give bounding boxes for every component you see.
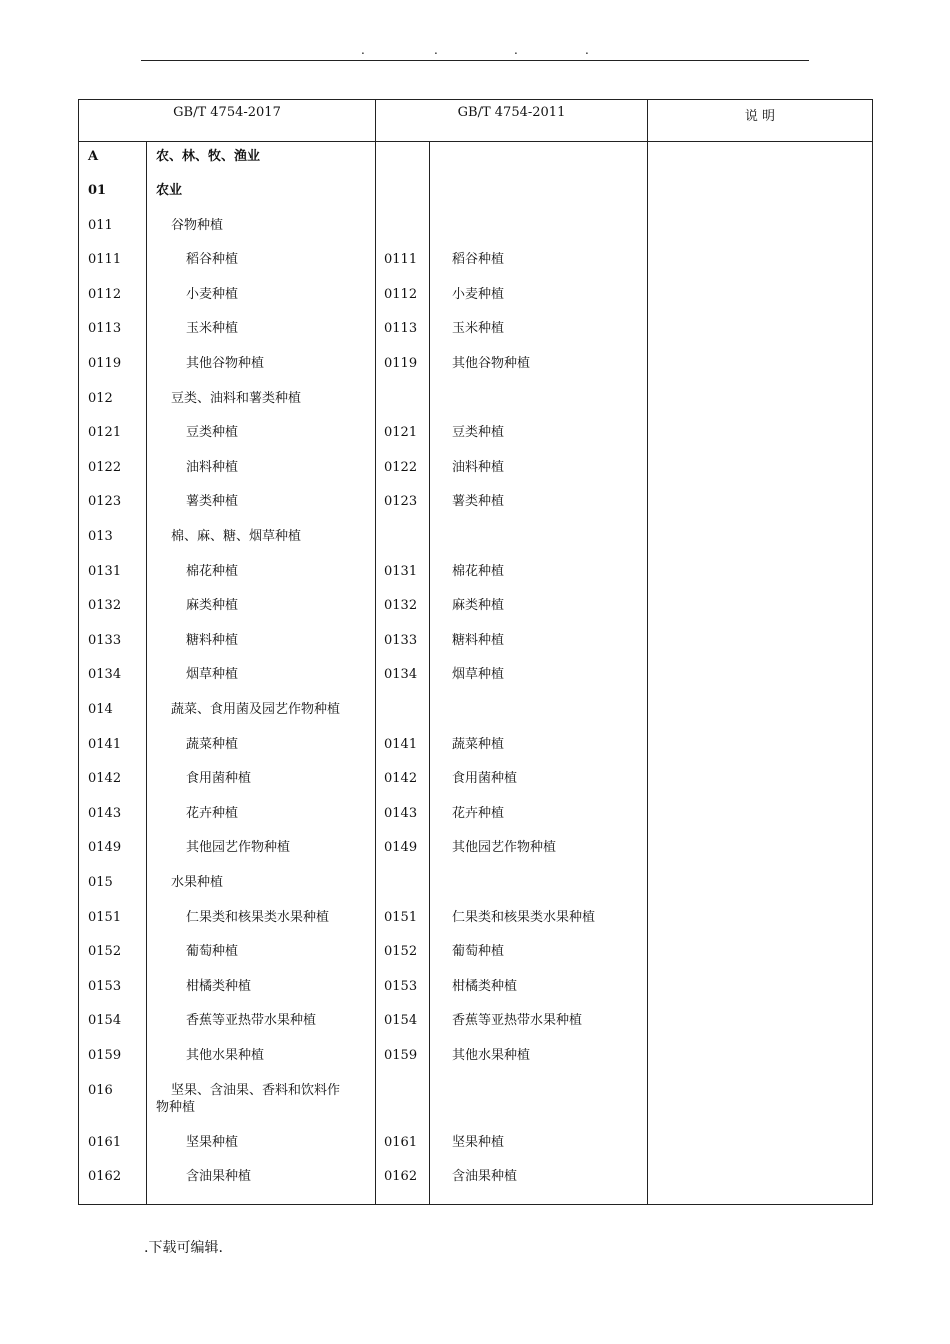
- header-dot: .: [434, 43, 438, 57]
- note-cell: [648, 280, 873, 315]
- code-2017: 014: [79, 695, 147, 730]
- table-row: [79, 660, 873, 695]
- table-row: [79, 245, 873, 280]
- table-row: [79, 1006, 873, 1041]
- name-2011: 坚果种植: [430, 1128, 648, 1163]
- code-2011: 0113: [376, 314, 430, 349]
- code-2017: 016: [79, 1076, 147, 1128]
- name-2011: 含油果种植: [430, 1162, 648, 1204]
- name-2011: 稻谷种植: [430, 245, 648, 280]
- note-cell: [648, 487, 873, 522]
- name-2011: 其他谷物种植: [430, 349, 648, 384]
- name-2011: 食用菌种植: [430, 764, 648, 799]
- code-2017: 0143: [79, 799, 147, 834]
- code-2011: 0133: [376, 626, 430, 661]
- code-2011: [376, 142, 430, 177]
- name-2017: 含油果种植: [147, 1162, 376, 1204]
- name-2017: 烟草种植: [147, 660, 376, 695]
- name-2017: 食用菌种植: [147, 764, 376, 799]
- code-2017: 0113: [79, 314, 147, 349]
- note-cell: [648, 176, 873, 211]
- header-gbt-2011: GB/T 4754-2011: [376, 100, 648, 142]
- name-2017: 香蕉等亚热带水果种植: [147, 1006, 376, 1041]
- name-2017: 其他园艺作物种植: [147, 833, 376, 868]
- code-2017: 0161: [79, 1128, 147, 1163]
- note-cell: [648, 833, 873, 868]
- table-row: [79, 522, 873, 557]
- name-2017: 豆类、油料和薯类种植: [147, 384, 376, 419]
- code-2011: 0121: [376, 418, 430, 453]
- code-2017: 0112: [79, 280, 147, 315]
- note-cell: [648, 695, 873, 730]
- note-cell: [648, 142, 873, 177]
- code-2011: [376, 868, 430, 903]
- name-2011: 豆类种植: [430, 418, 648, 453]
- note-cell: [648, 1076, 873, 1128]
- name-2017: 稻谷种植: [147, 245, 376, 280]
- code-2011: 0149: [376, 833, 430, 868]
- name-2017: 棉、麻、糖、烟草种植: [147, 522, 376, 557]
- code-2011: 0131: [376, 557, 430, 592]
- table-row: [79, 1041, 873, 1076]
- code-2011: [376, 1076, 430, 1128]
- name-2011: [430, 211, 648, 246]
- table-row: [79, 591, 873, 626]
- code-2011: 0123: [376, 487, 430, 522]
- table-row: [79, 972, 873, 1007]
- header-dot: .: [361, 43, 365, 57]
- name-2017: 坚果、含油果、香料和饮料作 物种植: [147, 1076, 376, 1128]
- name-2011: 棉花种植: [430, 557, 648, 592]
- note-cell: [648, 764, 873, 799]
- note-cell: [648, 384, 873, 419]
- code-2011: 0152: [376, 937, 430, 972]
- name-2011: 仁果类和核果类水果种植: [430, 903, 648, 938]
- code-2017: 0123: [79, 487, 147, 522]
- code-2017: 0154: [79, 1006, 147, 1041]
- code-2017: 0141: [79, 730, 147, 765]
- name-2011: 花卉种植: [430, 799, 648, 834]
- name-2017: 小麦种植: [147, 280, 376, 315]
- table-row: [79, 349, 873, 384]
- name-2011: [430, 384, 648, 419]
- name-2011: [430, 522, 648, 557]
- name-2017: 蔬菜种植: [147, 730, 376, 765]
- name-2011: [430, 142, 648, 177]
- code-2011: [376, 522, 430, 557]
- note-cell: [648, 799, 873, 834]
- table-row: [79, 730, 873, 765]
- code-2011: 0111: [376, 245, 430, 280]
- header-dot: .: [585, 43, 589, 57]
- code-2011: 0142: [376, 764, 430, 799]
- table-row: [79, 418, 873, 453]
- code-2011: [376, 384, 430, 419]
- note-cell: [648, 972, 873, 1007]
- code-2011: 0141: [376, 730, 430, 765]
- header-dot: .: [514, 43, 518, 57]
- name-2011: 蔬菜种植: [430, 730, 648, 765]
- code-2017: 0134: [79, 660, 147, 695]
- code-2017: 012: [79, 384, 147, 419]
- code-2017: 0162: [79, 1162, 147, 1204]
- name-2011: 其他水果种植: [430, 1041, 648, 1076]
- name-2017: 水果种植: [147, 868, 376, 903]
- code-2017: 015: [79, 868, 147, 903]
- name-2017: 蔬菜、食用菌及园艺作物种植: [147, 695, 376, 730]
- code-2011: [376, 211, 430, 246]
- code-2017: A: [79, 142, 147, 177]
- note-cell: [648, 1006, 873, 1041]
- name-2011: 其他园艺作物种植: [430, 833, 648, 868]
- code-2017: 0132: [79, 591, 147, 626]
- code-2017: 0149: [79, 833, 147, 868]
- code-2011: 0122: [376, 453, 430, 488]
- code-2017: 0142: [79, 764, 147, 799]
- code-2017: 013: [79, 522, 147, 557]
- name-2011: [430, 868, 648, 903]
- table-row: [79, 142, 873, 177]
- code-2017: 0119: [79, 349, 147, 384]
- code-2011: 0112: [376, 280, 430, 315]
- name-2017: 油料种植: [147, 453, 376, 488]
- code-2017: 0151: [79, 903, 147, 938]
- code-2017: 0159: [79, 1041, 147, 1076]
- table-row: [79, 280, 873, 315]
- name-2011: 玉米种植: [430, 314, 648, 349]
- header-gbt-2017: GB/T 4754-2017: [79, 100, 376, 142]
- name-2017: 薯类种植: [147, 487, 376, 522]
- table-row: [79, 487, 873, 522]
- note-cell: [648, 937, 873, 972]
- code-2011: 0154: [376, 1006, 430, 1041]
- code-2017: 011: [79, 211, 147, 246]
- code-2011: 0119: [376, 349, 430, 384]
- table-row: [79, 868, 873, 903]
- name-2017: 麻类种植: [147, 591, 376, 626]
- table-row: [79, 1128, 873, 1163]
- note-cell: [648, 557, 873, 592]
- table-row: [79, 903, 873, 938]
- table-row: [79, 764, 873, 799]
- page-header-rule: [141, 44, 809, 61]
- code-2017: 0153: [79, 972, 147, 1007]
- name-2011: 小麦种植: [430, 280, 648, 315]
- note-cell: [648, 626, 873, 661]
- table-row: [79, 1076, 873, 1128]
- table-row: [79, 176, 873, 211]
- name-2011: [430, 1076, 648, 1128]
- name-2017: 花卉种植: [147, 799, 376, 834]
- table-row: [79, 1162, 873, 1204]
- code-2011: 0143: [376, 799, 430, 834]
- footer-text: .下载可编辑.: [144, 1240, 223, 1256]
- note-cell: [648, 730, 873, 765]
- name-2017: 坚果种植: [147, 1128, 376, 1163]
- code-2017: 0121: [79, 418, 147, 453]
- note-cell: [648, 591, 873, 626]
- note-cell: [648, 660, 873, 695]
- note-cell: [648, 522, 873, 557]
- name-2011: [430, 695, 648, 730]
- name-2017: 农业: [147, 176, 376, 211]
- name-2017: 其他谷物种植: [147, 349, 376, 384]
- note-cell: [648, 418, 873, 453]
- name-2017: 糖料种植: [147, 626, 376, 661]
- name-2011: 葡萄种植: [430, 937, 648, 972]
- note-cell: [648, 868, 873, 903]
- code-2017: 0122: [79, 453, 147, 488]
- table-body: [79, 142, 873, 1205]
- name-2017: 葡萄种植: [147, 937, 376, 972]
- code-2011: 0161: [376, 1128, 430, 1163]
- note-cell: [648, 245, 873, 280]
- note-cell: [648, 453, 873, 488]
- code-2011: 0151: [376, 903, 430, 938]
- table-row: [79, 695, 873, 730]
- note-cell: [648, 1128, 873, 1163]
- name-2011: 烟草种植: [430, 660, 648, 695]
- code-2011: [376, 695, 430, 730]
- name-2017: 仁果类和核果类水果种植: [147, 903, 376, 938]
- table-row: [79, 557, 873, 592]
- table-row: [79, 453, 873, 488]
- code-2017: 0111: [79, 245, 147, 280]
- code-2017: 01: [79, 176, 147, 211]
- code-2017: 0152: [79, 937, 147, 972]
- name-2011: 薯类种植: [430, 487, 648, 522]
- name-2017: 豆类种植: [147, 418, 376, 453]
- table-row: [79, 384, 873, 419]
- name-2011: 柑橘类种植: [430, 972, 648, 1007]
- name-2017: 玉米种植: [147, 314, 376, 349]
- code-2017: 0133: [79, 626, 147, 661]
- note-cell: [648, 211, 873, 246]
- code-2011: [376, 176, 430, 211]
- name-2011: 香蕉等亚热带水果种植: [430, 1006, 648, 1041]
- name-2017: 柑橘类种植: [147, 972, 376, 1007]
- code-2011: 0153: [376, 972, 430, 1007]
- code-2011: 0162: [376, 1162, 430, 1204]
- table-row: [79, 314, 873, 349]
- note-cell: [648, 903, 873, 938]
- table-row: [79, 626, 873, 661]
- table-header-row: [79, 100, 873, 142]
- name-2011: [430, 176, 648, 211]
- table-row: [79, 833, 873, 868]
- name-2017: 谷物种植: [147, 211, 376, 246]
- header-note: 说 明: [648, 100, 873, 142]
- note-cell: [648, 1041, 873, 1076]
- classification-comparison-table: [78, 99, 873, 1205]
- name-2011: 糖料种植: [430, 626, 648, 661]
- code-2017: 0131: [79, 557, 147, 592]
- code-2011: 0132: [376, 591, 430, 626]
- name-2017: 棉花种植: [147, 557, 376, 592]
- name-2017: 农、林、牧、渔业: [147, 142, 376, 177]
- note-cell: [648, 349, 873, 384]
- note-cell: [648, 314, 873, 349]
- table-row: [79, 211, 873, 246]
- name-2011: 油料种植: [430, 453, 648, 488]
- code-2011: 0159: [376, 1041, 430, 1076]
- name-2017: 其他水果种植: [147, 1041, 376, 1076]
- name-2011: 麻类种植: [430, 591, 648, 626]
- table-row: [79, 799, 873, 834]
- note-cell: [648, 1162, 873, 1204]
- code-2011: 0134: [376, 660, 430, 695]
- table-row: [79, 937, 873, 972]
